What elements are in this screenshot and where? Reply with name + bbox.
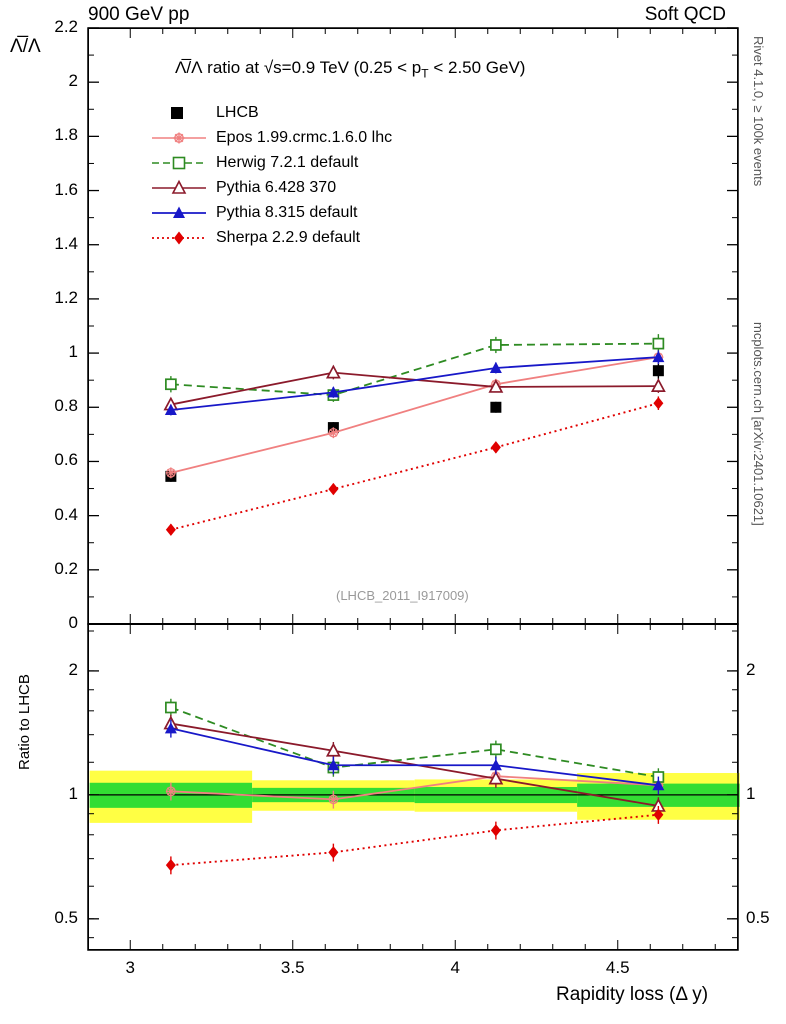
header-right-label: Soft QCD (644, 4, 726, 25)
legend-entry-sherpa (150, 225, 392, 250)
x-axis-title: Rapidity loss (Δ y) (556, 984, 709, 1005)
legend (150, 100, 392, 250)
legend-label-sherpa: Sherpa 2.2.9 default (216, 229, 361, 246)
y-tick-label: 1.4 (54, 233, 78, 253)
legend-entry-lhcb (150, 100, 392, 125)
ratio-y-tick-label: 0.5 (54, 907, 78, 927)
y-tick-label: 1 (68, 342, 78, 362)
x-tick-label: 4.5 (605, 958, 630, 977)
y-tick-label: 0.6 (54, 450, 78, 470)
legend-entry-epos (150, 125, 392, 150)
y-tick-label: 1.8 (54, 125, 78, 145)
side-caption-rivet: Rivet 4.1.0, ≥ 100k events (751, 36, 766, 187)
dataset-watermark: (LHCB_2011_I917009) (336, 588, 469, 603)
legend-marker-lhcb (150, 100, 208, 125)
legend-marker-pythia6 (150, 175, 208, 200)
legend-label-lhcb: LHCB (216, 104, 259, 121)
legend-entry-pythia8 (150, 200, 392, 225)
plot-title: Λ̅/Λ ratio at √s=0.9 TeV ($0.25 < p_T < 2.50$ GeV) (175, 58, 526, 81)
ratio-y-tick-label: 1 (68, 783, 78, 803)
y-tick-label: 2 (68, 71, 78, 91)
y-tick-label: 0 (68, 613, 78, 632)
y-tick-label: 0.4 (54, 504, 78, 524)
ratio-y-axis-title: Ratio to LHCB (16, 674, 33, 770)
legend-marker-pythia8 (150, 200, 208, 225)
y-axis-title: Λ̅/Λ (10, 36, 41, 57)
legend-label-pythia6: Pythia 6.428 370 (216, 179, 337, 196)
y-tick-label: 1.6 (54, 179, 78, 199)
y-tick-label: 1.2 (54, 287, 78, 307)
legend-label-epos: Epos 1.99.crmc.1.6.0 lhc (216, 129, 393, 146)
legend-entry-herwig (150, 150, 392, 175)
legend-label-herwig: Herwig 7.2.1 default (216, 154, 359, 171)
x-tick-label: 3.5 (280, 958, 305, 977)
side-caption-mcplots: mcplots.cern.ch [arXiv:2401.10621] (751, 322, 766, 526)
legend-marker-sherpa (150, 225, 208, 250)
header-left-label: 900 GeV pp (88, 4, 190, 25)
y-tick-label: 2.2 (54, 17, 78, 36)
y-tick-label: 0.8 (54, 396, 78, 416)
ratio-y-tick-label: 2 (68, 659, 78, 679)
legend-marker-epos (150, 125, 208, 150)
ratio-y-tick-label-right: 0.5 (746, 907, 770, 927)
x-tick-label: 4 (450, 958, 460, 977)
x-tick-label: 3 (125, 958, 135, 977)
ratio-y-tick-label-right: 2 (746, 659, 756, 679)
legend-label-pythia8: Pythia 8.315 default (216, 204, 358, 221)
legend-entry-pythia6 (150, 175, 392, 200)
ratio-y-tick-label-right: 1 (746, 783, 756, 803)
y-tick-label: 0.2 (54, 558, 78, 578)
legend-marker-herwig (150, 150, 208, 175)
